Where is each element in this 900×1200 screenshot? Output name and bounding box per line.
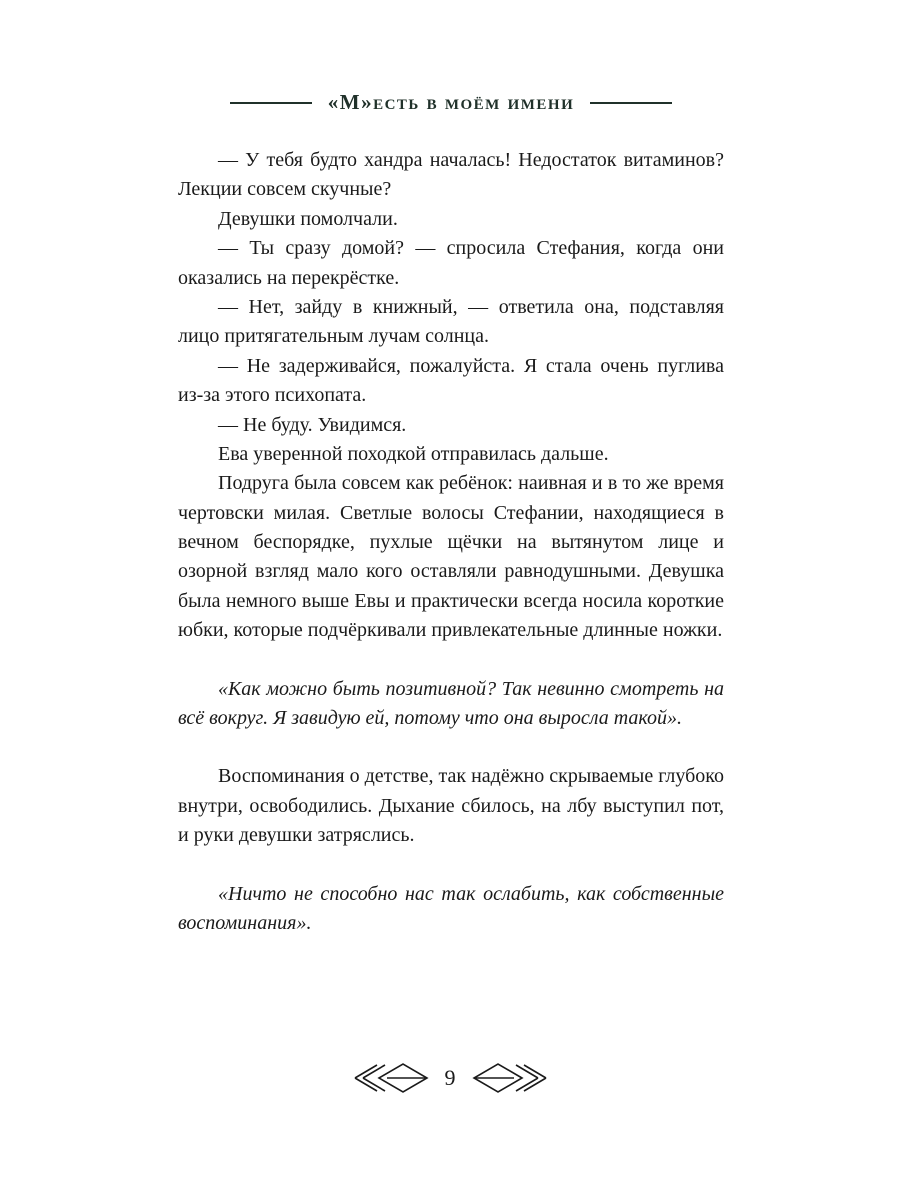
italic-quote-paragraph: «Как можно быть позитивной? Так невинно смотреть на всё вокруг. Я завидую ей, потому что она выросла такой». [178,677,724,730]
page-body [178,146,724,967]
running-head [178,90,724,115]
paragraph: Подруга была совсем как ребёнок: наивная и в то же время чертовски милая. Светлые волосы Стефании, находящиеся в вечном беспорядке, пухлые щёчки на вытянутом лице и озорной взгляд мало кого оставляли равнодушными. Девушка была немного выше Евы и практически всегда носила короткие юбки, которые подчёркивали привлекательные длинные ножки. [178,472,724,642]
paragraph: — Ты сразу домой? — спросила Стефания, когда они оказались на перекрёстке. [178,237,724,289]
header-rule-right [590,102,672,104]
diamond-ornament-right-icon [470,1060,548,1096]
page-number: 9 [444,1065,456,1090]
paragraph: Ева уверенной походкой отправилась дальше. [218,442,609,465]
paragraph: — Нет, зайду в книжный, — ответила она, подставляя лицо притягательным лучам солнца. [178,295,724,348]
book-title: «М»есть в моём имени [327,90,575,114]
paragraph: Воспоминания о детстве, так надёжно скрываемые глубоко внутри, освободились. Дыхание сбилось, на лбу выступил пот, и руки девушки затряслись. [178,765,724,847]
header-rule-left [230,102,312,104]
paragraph: — Не буду. Увидимся. [218,413,407,436]
diamond-ornament-left-icon [353,1060,431,1096]
page-footer [0,1060,900,1096]
paragraph: — Не задерживайся, пожалуйста. Я стала очень пуглива из-за этого психопата. [178,354,724,407]
paragraph: Девушки помолчали. [218,207,398,230]
italic-quote-paragraph: «Ничто не способно нас так ослабить, как собственные воспоминания». [178,882,724,934]
paragraph: — У тебя будто хандра началась! Недостаток витаминов? Лекции совсем скучные? [178,149,724,201]
